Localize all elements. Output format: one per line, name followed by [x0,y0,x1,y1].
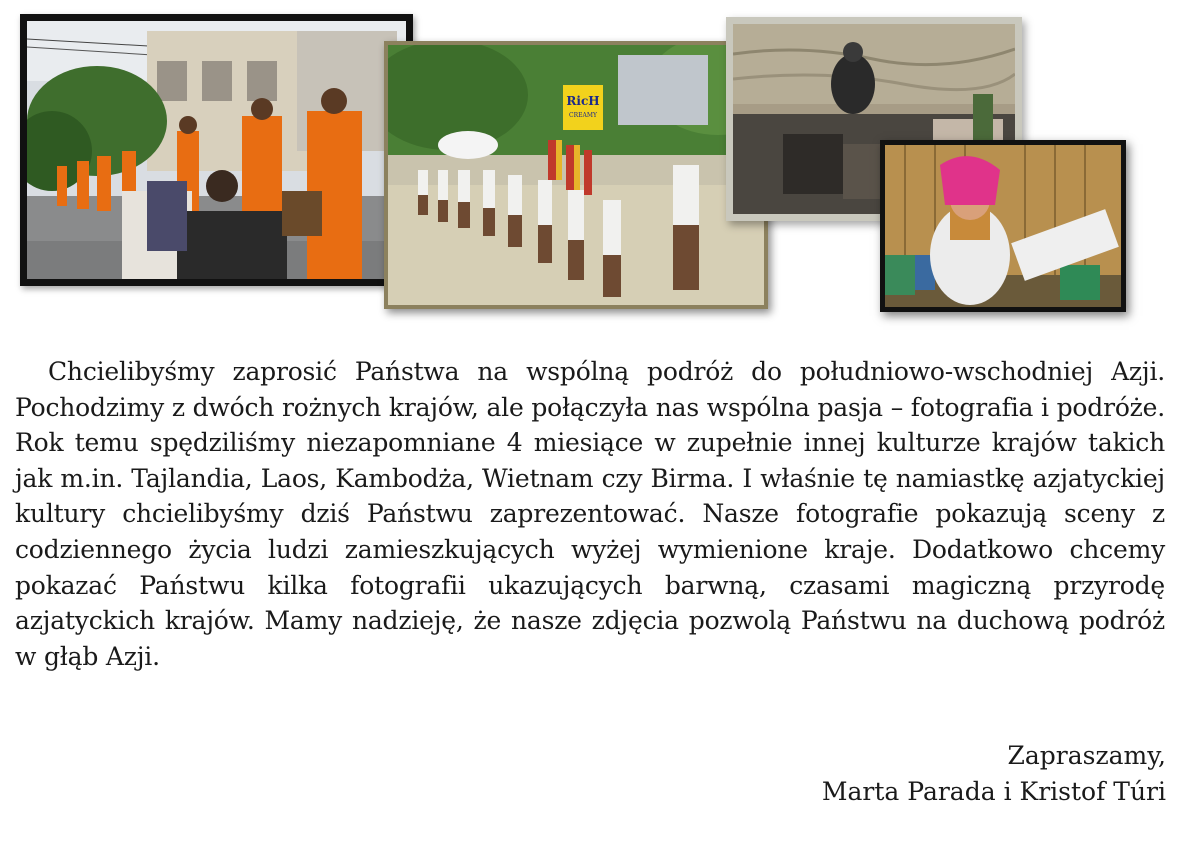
sign-rich-text: RicH [566,94,600,108]
photo-street-procession [384,41,768,309]
photo-woman-weaving [880,140,1126,312]
closing-text: Zapraszamy, [1007,741,1166,770]
signoff [822,738,1166,809]
letter-body: Chcielibyśmy zaprosić Państwa na wspólną podróż do południowo-wschodniej Azji. Pochodzimy z dwóch rożnych krajów, ale połączyła nas wspólna pasja – fotografia i podróże. Rok temu spędziliśmy niezapomniane 4 miesiące w zupełnie innej kulturze krajów takich jak m.in. Tajlandia, Laos, Kambodża, Wietnam czy Birma. I właśnie tę namiastkę azjatyckiej kultury chcielibyśmy dziś Państwu zaprezentować. Nasze fotografie pokazują sceny z codziennego życia ludzi zamieszkujących wyżej wymienione kraje. Dodatkowo chcemy pokazać Państwu kilka fotografii ukazujących barwną, czasami magiczną przyrodę azjatyckich krajów. Mamy nadzieję, że nasze zdjęcia pozwolą Państwu na duchową podróż w głąb Azji. [15,357,1165,671]
photo-monks-alms [20,14,413,286]
sign-creamy-text: CREAMY [569,112,597,119]
signature-text: Marta Parada i Kristof Túri [821,776,1166,806]
